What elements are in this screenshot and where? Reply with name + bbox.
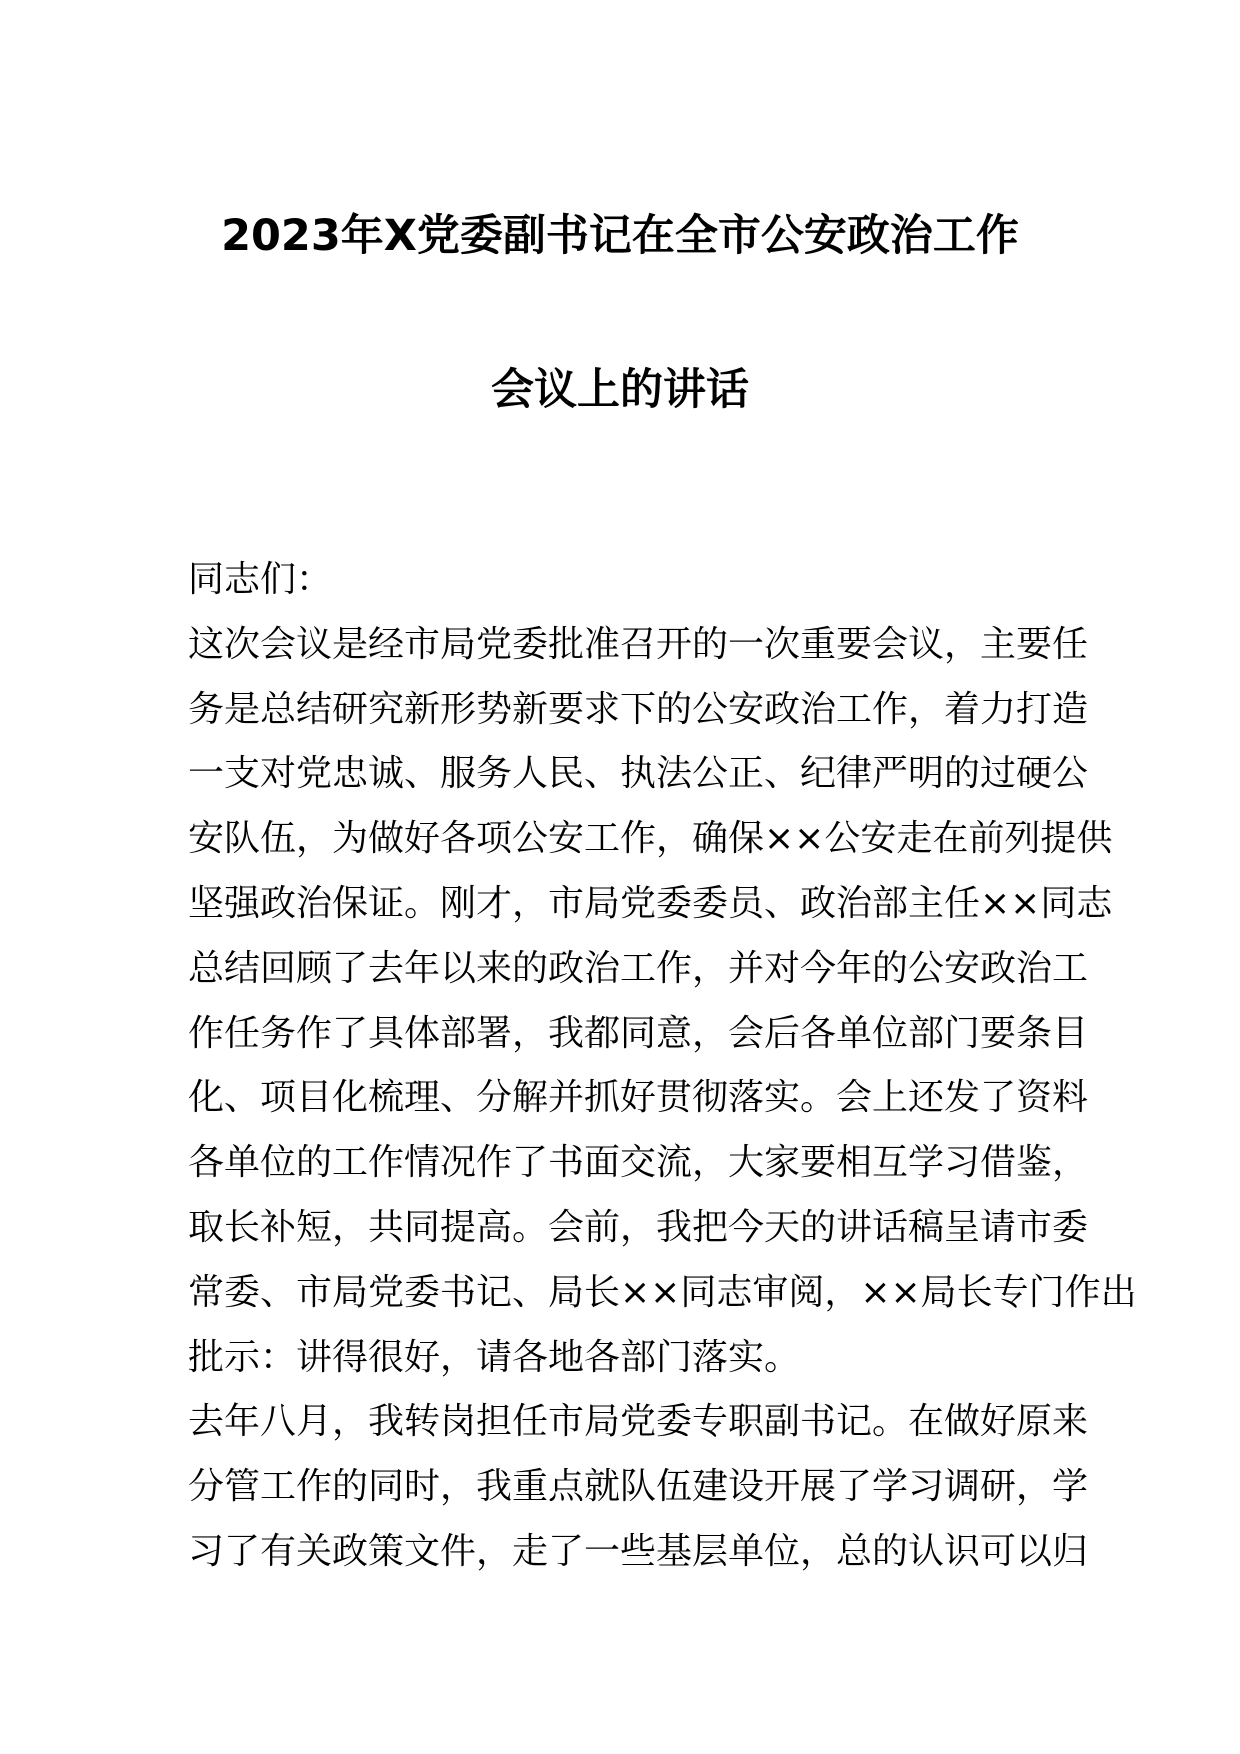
document-body: [188, 548, 1137, 1585]
paragraph-1-line: 批示：讲得很好，请各地各部门落实。: [188, 1336, 801, 1378]
paragraph-1-line: 各单位的工作情况作了书面交流，大家要相互学习借鉴，: [188, 1142, 1089, 1184]
document-title-line-2: 会议上的讲话: [491, 365, 749, 415]
document-title-line-1: 2023年X党委副书记在全市公安政治工作: [221, 211, 1019, 261]
paragraph-2-line: 分管工作的同时，我重点就队伍建设开展了学习调研，学: [188, 1466, 1089, 1508]
paragraph-1: [188, 613, 1137, 1391]
paragraph-2-line: 习了有关政策文件，走了一些基层单位，总的认识可以归: [188, 1530, 1089, 1572]
paragraph-1-line: 取长补短，共同提高。会前，我把今天的讲话稿呈请市委: [188, 1206, 1089, 1248]
paragraph-1-line: 化、项目化梳理、分解并抓好贯彻落实。会上还发了资料: [188, 1077, 1089, 1119]
paragraph-1-line: 务是总结研究新形势新要求下的公安政治工作，着力打造: [188, 688, 1089, 730]
paragraph-1-line: 作任务作了具体部署，我都同意，会后各单位部门要条目: [188, 1012, 1089, 1054]
paragraph-1-line: 总结回顾了去年以来的政治工作，并对今年的公安政治工: [188, 947, 1089, 989]
paragraph-1-line: 坚强政治保证。刚才，市局党委委员、政治部主任××同志: [188, 882, 1113, 924]
paragraph-1-line: 安队伍，为做好各项公安工作，确保××公安走在前列提供: [188, 818, 1113, 860]
paragraph-1-line: 一支对党忠诚、服务人民、执法公正、纪律严明的过硬公: [188, 753, 1089, 795]
salutation: 同志们：: [188, 559, 333, 600]
paragraph-1-line: 这次会议是经市局党委批准召开的一次重要会议，主要任: [188, 623, 1089, 665]
paragraph-2-line: 去年八月，我转岗担任市局党委专职副书记。在做好原来: [188, 1401, 1089, 1443]
paragraph-2: [188, 1390, 1089, 1584]
paragraph-1-line: 常委、市局党委书记、局长××同志审阅，××局长专门作出: [188, 1271, 1137, 1313]
